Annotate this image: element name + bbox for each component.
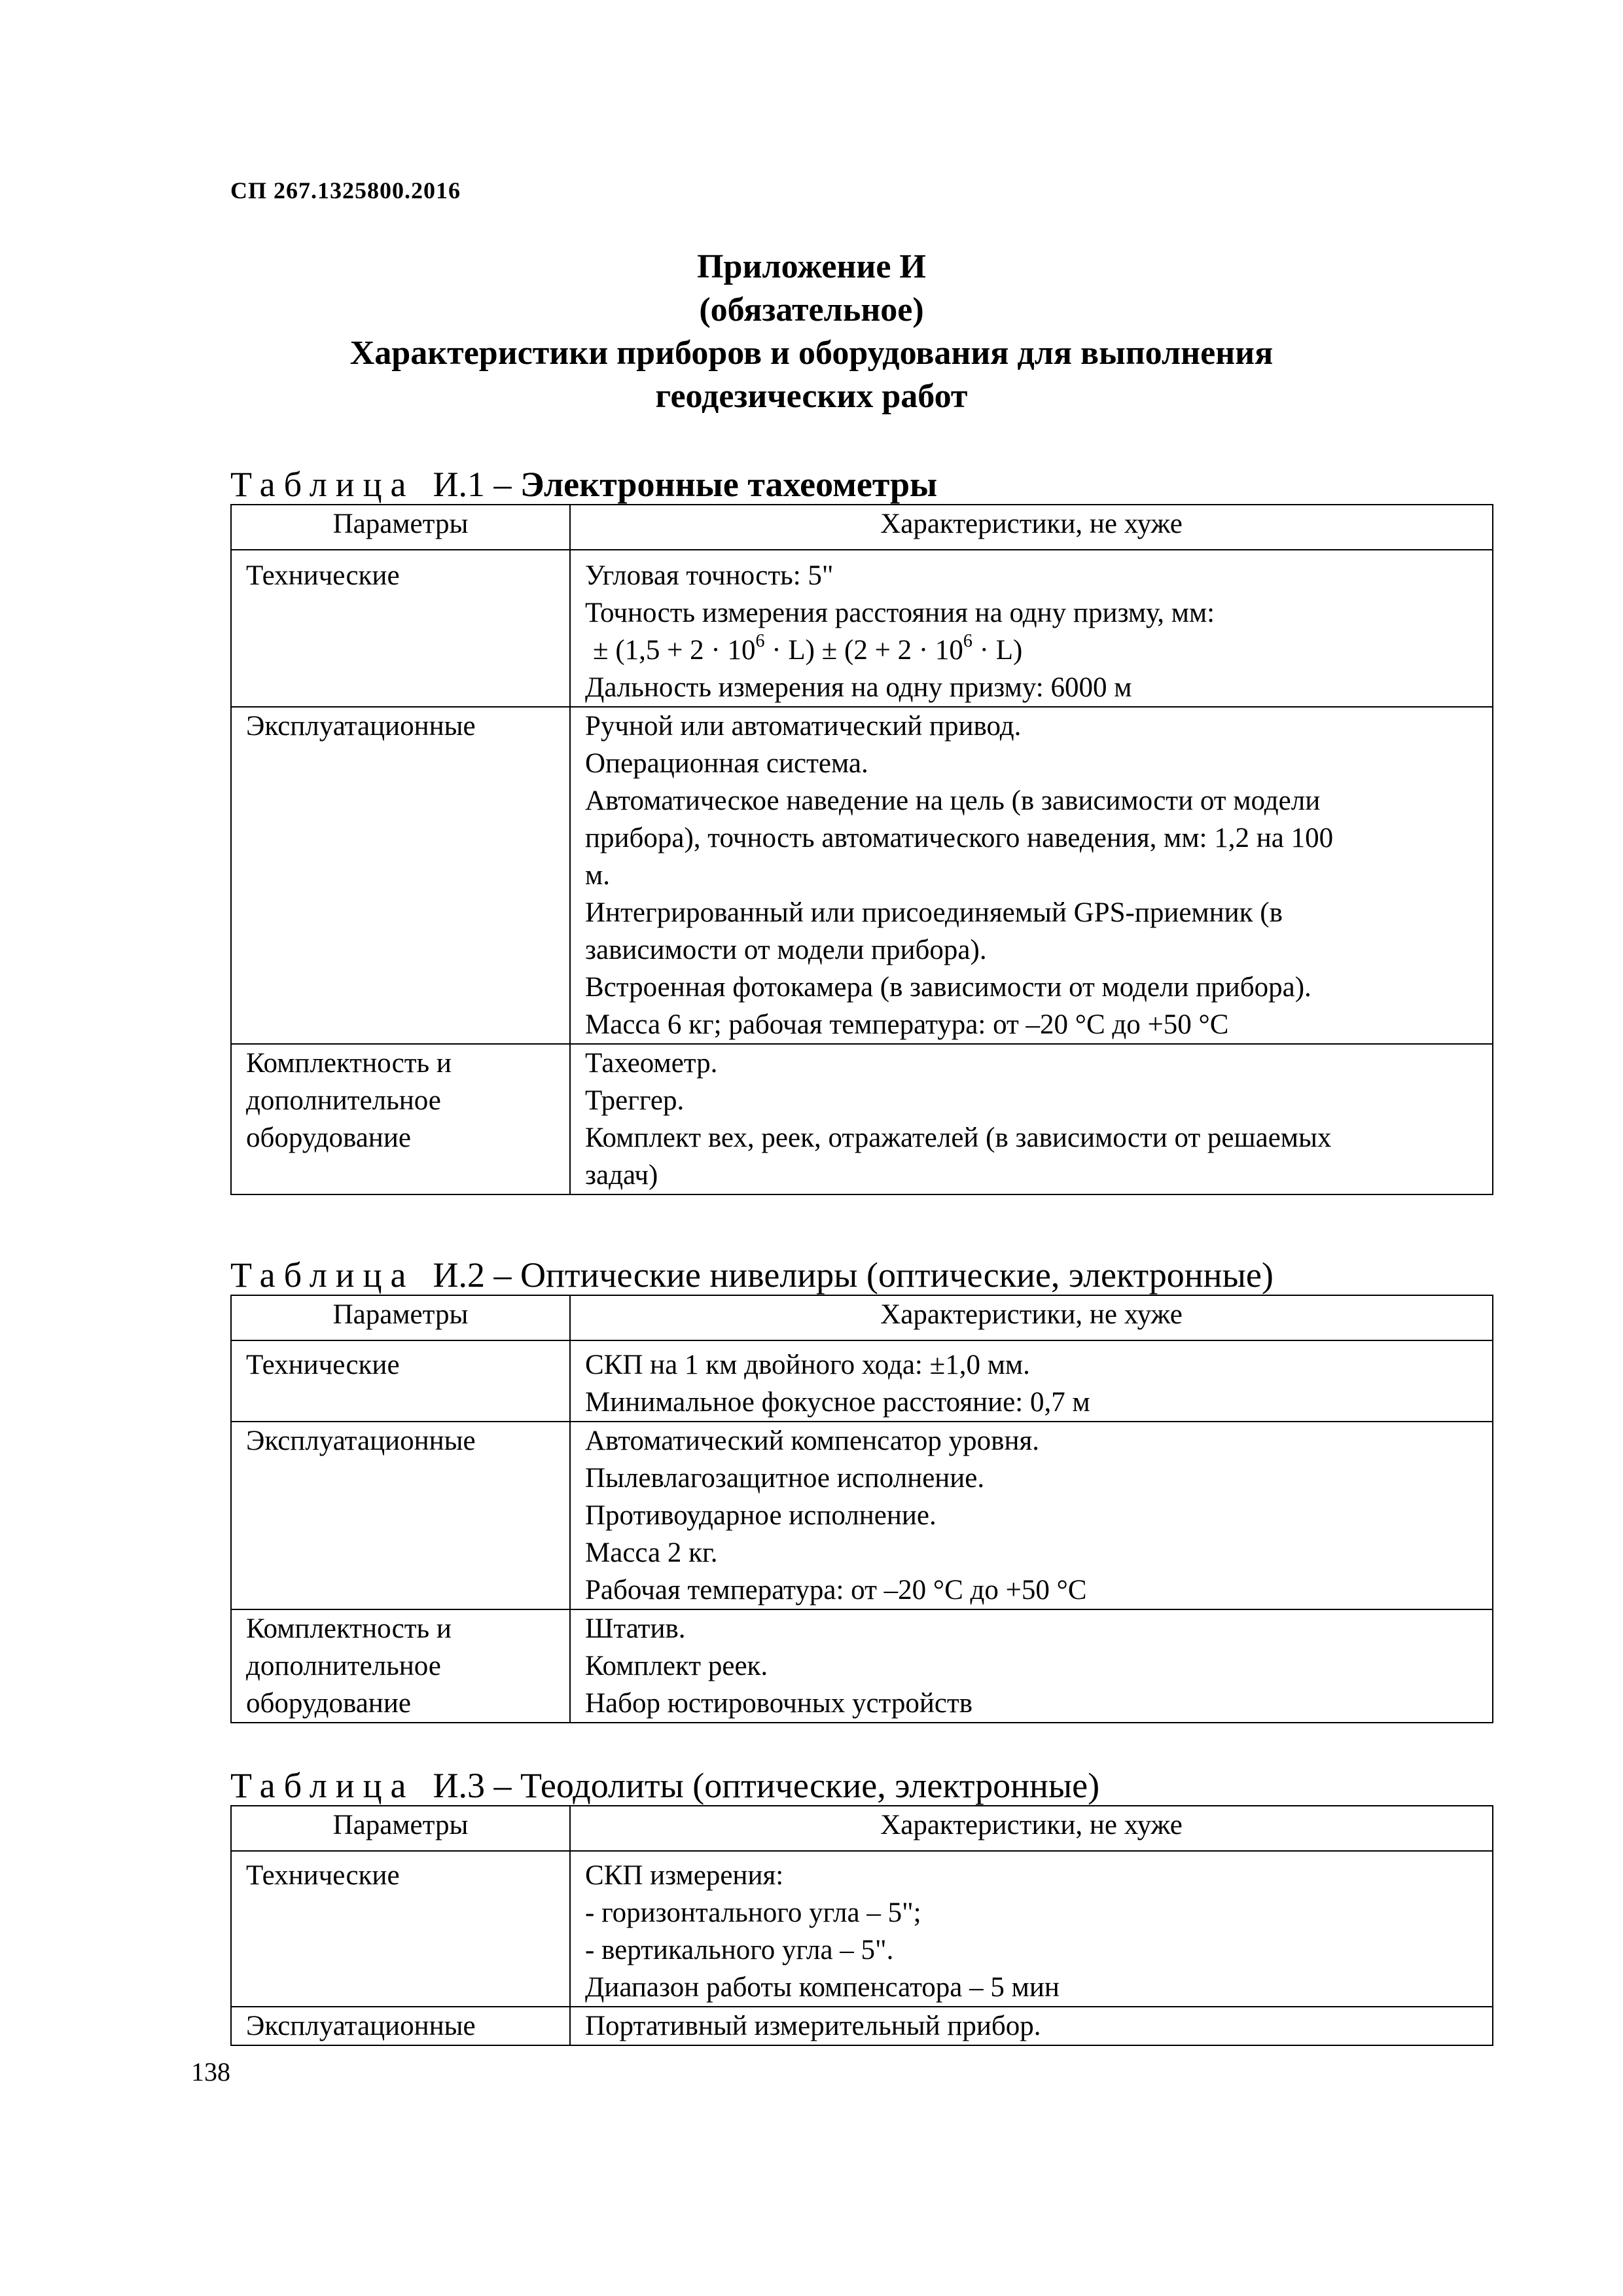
table-caption-title: Электронные тахеометры (520, 465, 938, 504)
table-header-row (231, 505, 1493, 550)
value-line: Операционная система. (585, 748, 868, 779)
param-text: оборудование (246, 1122, 411, 1153)
table-caption-2 (230, 1257, 1493, 1295)
value-line: Комплект вех, реек, отражателей (в зависимости от решаемых (585, 1122, 1332, 1153)
value-cell (570, 1340, 1493, 1422)
value-line: Угловая точность: 5" (585, 560, 834, 591)
value-line: Масса 2 кг. (585, 1537, 718, 1568)
param-text: Комплектность и (246, 1048, 452, 1079)
table-row (231, 1340, 1493, 1422)
param-text: Технические (246, 560, 400, 591)
value-line: Ручной или автоматический привод. (585, 711, 1022, 742)
value-cell (570, 1851, 1493, 2007)
value-line: Противоударное исполнение. (585, 1500, 936, 1531)
column-header-parameters: Параметры (231, 505, 570, 550)
value-line: Диапазон работы компенсатора – 5 мин (585, 1972, 1060, 2003)
param-cell (231, 2007, 570, 2045)
value-line: Минимальное фокусное расстояние: 0,7 м (585, 1387, 1090, 1418)
value-line: СКП на 1 км двойного хода: ±1,0 мм. (585, 1350, 1030, 1380)
formula-exponent: 6 (963, 630, 972, 651)
table-caption-word: Таблица (230, 1255, 415, 1295)
param-text: Комплектность и (246, 1613, 452, 1644)
table-caption-number: И.2 – (433, 1255, 512, 1295)
table-theodolites (230, 1805, 1493, 2046)
formula-part: ± (1,5 + 2 · 10 (593, 635, 756, 666)
value-line: Автоматическое наведение на цель (в зависимости от модели (585, 785, 1321, 816)
appendix-subtitle-line1: Характеристики приборов и оборудования для выполнения (349, 334, 1274, 372)
value-cell (570, 707, 1493, 1044)
value-line: Дальность измерения на одну призму: 6000 м (585, 672, 1132, 703)
appendix-status: (обязательное) (699, 291, 924, 329)
table-caption-number: И.1 – (433, 465, 512, 504)
param-text: Эксплуатационные (246, 1426, 476, 1456)
formula-line (585, 632, 1486, 669)
value-line: Трeггер. (585, 1085, 685, 1116)
document-code: СП 267.1325800.2016 (230, 177, 461, 204)
table-row (231, 1044, 1493, 1194)
value-line: - горизонтального угла – 5"; (585, 1897, 921, 1928)
value-cell (570, 2007, 1493, 2045)
param-cell (231, 550, 570, 707)
value-line: Штатив. (585, 1613, 686, 1644)
value-line: Автоматический компенсатор уровня. (585, 1426, 1040, 1456)
table-row (231, 2007, 1493, 2045)
formula-part: · L) (972, 635, 1023, 666)
table-row (231, 707, 1493, 1044)
table-header-row (231, 1806, 1493, 1851)
param-text: оборудование (246, 1688, 411, 1719)
column-header-parameters: Параметры (231, 1806, 570, 1851)
table-caption-title: Оптические нивелиры (оптические, электронные) (520, 1255, 1274, 1295)
value-line: м. (585, 860, 610, 891)
column-header-characteristics: Характеристики, не хуже (570, 1806, 1493, 1851)
value-line: Пылевлагозащитное исполнение. (585, 1463, 985, 1494)
param-text: дополнительное (246, 1085, 441, 1116)
table-caption-word: Таблица (230, 1766, 415, 1805)
value-line: Масса 6 кг; рабочая температура: от –20 °С до +50 °С (585, 1009, 1229, 1040)
appendix-subtitle-line2: геодезических работ (655, 378, 968, 415)
value-line: СКП измерения: (585, 1860, 784, 1891)
table-caption-3 (230, 1767, 1493, 1805)
table-optical-levels (230, 1295, 1493, 1723)
value-line: прибора), точность автоматического наведения, мм: 1,2 на 100 (585, 823, 1334, 853)
page-number: 138 (191, 2057, 230, 2087)
value-line: задач) (585, 1160, 658, 1191)
param-text: Эксплуатационные (246, 711, 476, 742)
param-cell (231, 1340, 570, 1422)
param-text: Технические (246, 1350, 400, 1380)
value-line: зависимости от модели прибора). (585, 935, 987, 965)
column-header-characteristics: Характеристики, не хуже (570, 505, 1493, 550)
param-cell (231, 1609, 570, 1723)
column-header-parameters: Параметры (231, 1295, 570, 1340)
value-line: Тахеометр. (585, 1048, 718, 1079)
table-block-1 (230, 466, 1493, 1195)
table-electronic-total-stations (230, 504, 1493, 1195)
appendix-title: Приложение И (697, 248, 926, 285)
table-block-2 (230, 1257, 1493, 1723)
param-cell (231, 1422, 570, 1609)
value-line: Комплект реек. (585, 1651, 768, 1681)
formula-part: · L) ± (2 + 2 · 10 (764, 635, 963, 666)
table-caption-title: Теодолиты (оптические, электронные) (520, 1766, 1100, 1805)
value-line: Интегрированный или присоединяемый GPS-приемник (в (585, 897, 1283, 928)
value-line: Точность измерения расстояния на одну призму, мм: (585, 598, 1215, 628)
param-text: Эксплуатационные (246, 2011, 476, 2041)
appendix-heading (131, 245, 1492, 418)
table-caption-1 (230, 466, 1493, 504)
table-row (231, 550, 1493, 707)
value-cell (570, 1422, 1493, 1609)
table-row (231, 1851, 1493, 2007)
table-row (231, 1422, 1493, 1609)
value-line: Рабочая температура: от –20 °С до +50 °С (585, 1575, 1087, 1605)
value-cell (570, 1044, 1493, 1194)
value-cell (570, 1609, 1493, 1723)
table-header-row (231, 1295, 1493, 1340)
value-line: - вертикального угла – 5". (585, 1935, 894, 1965)
param-cell (231, 1851, 570, 2007)
value-line: Встроенная фотокамера (в зависимости от модели прибора). (585, 972, 1311, 1003)
param-cell (231, 1044, 570, 1194)
column-header-characteristics: Характеристики, не хуже (570, 1295, 1493, 1340)
param-cell (231, 707, 570, 1044)
param-text: дополнительное (246, 1651, 441, 1681)
table-caption-word: Таблица (230, 465, 415, 504)
param-text: Технические (246, 1860, 400, 1891)
value-cell (570, 550, 1493, 707)
table-caption-number: И.3 – (433, 1766, 512, 1805)
value-line: Набор юстировочных устройств (585, 1688, 973, 1719)
formula-exponent: 6 (755, 630, 765, 651)
value-line: Портативный измерительный прибор. (585, 2011, 1041, 2041)
table-block-3 (230, 1767, 1493, 2046)
table-row (231, 1609, 1493, 1723)
